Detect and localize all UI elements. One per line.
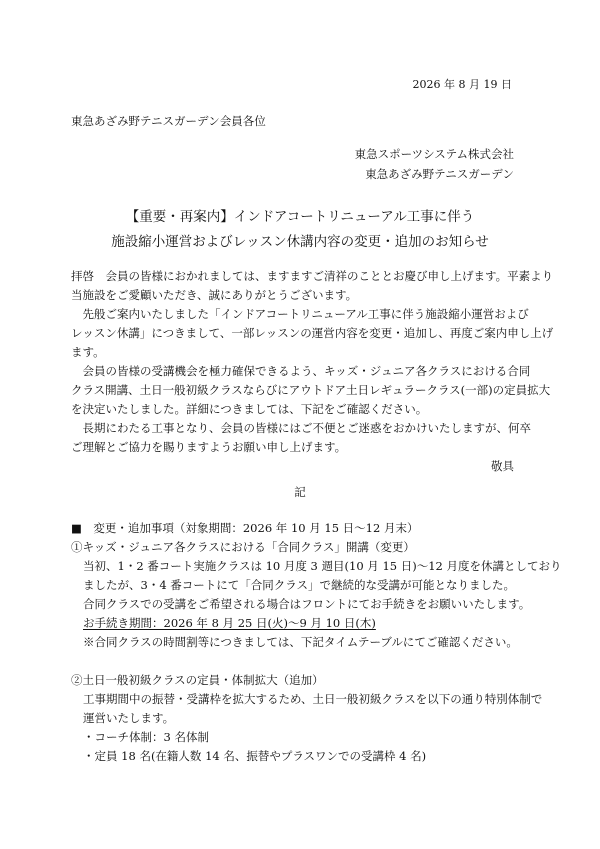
ki-heading: 記 (294, 485, 306, 499)
paragraph-3-line-2: ご理解とご協力を賜りますようお願い申し上げます。 (71, 440, 347, 454)
paragraph-2-line-3: を決定いたしました。詳細につきましては、下記をご確認ください。 (71, 402, 428, 416)
details-heading: ■ 変更・追加事項（対象期間：2026 年 10 月 15 日～12 月末） (71, 521, 419, 535)
item-2-line-2: 運営いたします。 (83, 711, 175, 725)
item-1-line-2: ましたが、3・4 番コートにて「合同クラス」で継続的な受講が可能となりました。 (83, 578, 515, 592)
item-1-line-3: 合同クラスでの受講をご希望される場合はフロントにてお手続きをお願いいたします。 (83, 597, 531, 611)
paragraph-1-line-1: 先般ご案内いたしました「インドアコートリニューアル工事に伴う施設縮小運営および (71, 307, 529, 321)
closing-keigu: 敬具 (491, 459, 514, 473)
item-2-title: ②土日一般初級クラスの定員・体制拡大（追加） (71, 673, 324, 687)
sender-facility: 東急あざみ野テニスガーデン (365, 167, 514, 181)
greeting-line-2: 当施設をご愛顧いただき、誠にありがとうございます。 (71, 288, 358, 302)
greeting-line-1: 拝啓 会員の皆様におかれましては、ますますご清祥のこととお慶び申し上げます。平素より (71, 269, 554, 283)
notice-title-line-2: 施設縮小運営およびレッスン休講内容の変更・追加のお知らせ (111, 234, 489, 250)
item-1-procedure-period: お手続き期間：2026 年 8 月 25 日(火)～9 月 10 日(木) (83, 616, 376, 630)
sender-company: 東急スポーツシステム株式会社 (354, 147, 514, 161)
item-2-coach-system: ・コーチ体制：3 名体制 (83, 730, 209, 744)
paragraph-1-line-3: ます。 (71, 345, 105, 359)
paragraph-2-line-2: クラス開講、土日一般初級クラスならびにアウトドア土日レギュラークラス(一部)の定員拡大 (71, 383, 551, 397)
addressee: 東急あざみ野テニスガーデン会員各位 (71, 114, 266, 128)
item-2-capacity: ・定員 18 名(在籍人数 14 名、振替やプラスワンでの受講枠 4 名) (83, 749, 427, 763)
notice-title-line-1: 【重要・再案内】インドアコートリニューアル工事に伴う (125, 209, 475, 225)
paragraph-3-line-1: 長期にわたる工事となり、会員の皆様にはご不便とご迷惑をおかけいたしますが、何卒 (71, 421, 531, 435)
issue-date: 2026 年 8 月 19 日 (412, 78, 512, 91)
paragraph-2-line-1: 会員の皆様の受講機会を極力確保できるよう、キッズ・ジュニア各クラスにおける合同 (71, 364, 531, 378)
item-1-note: ※合同クラスの時間割等につきましては、下記タイムテーブルにてご確認ください。 (83, 635, 518, 649)
item-2-line-1: 工事期間中の振替・受講枠を拡大するため、土日一般初級クラスを以下の通り特別体制で (83, 692, 543, 706)
item-1-line-1: 当初、1・2 番コート実施クラスは 10 月度 3 週目(10 月 15 日)～12 月度を休講としており (83, 559, 562, 573)
paragraph-1-line-2: レッスン休講」につきまして、一部レッスンの運営内容を変更・追加し、再度ご案内申し上げ (71, 326, 554, 340)
item-1-title: ①キッズ・ジュニア各クラスにおける「合同クラス」開講（変更） (71, 540, 415, 554)
